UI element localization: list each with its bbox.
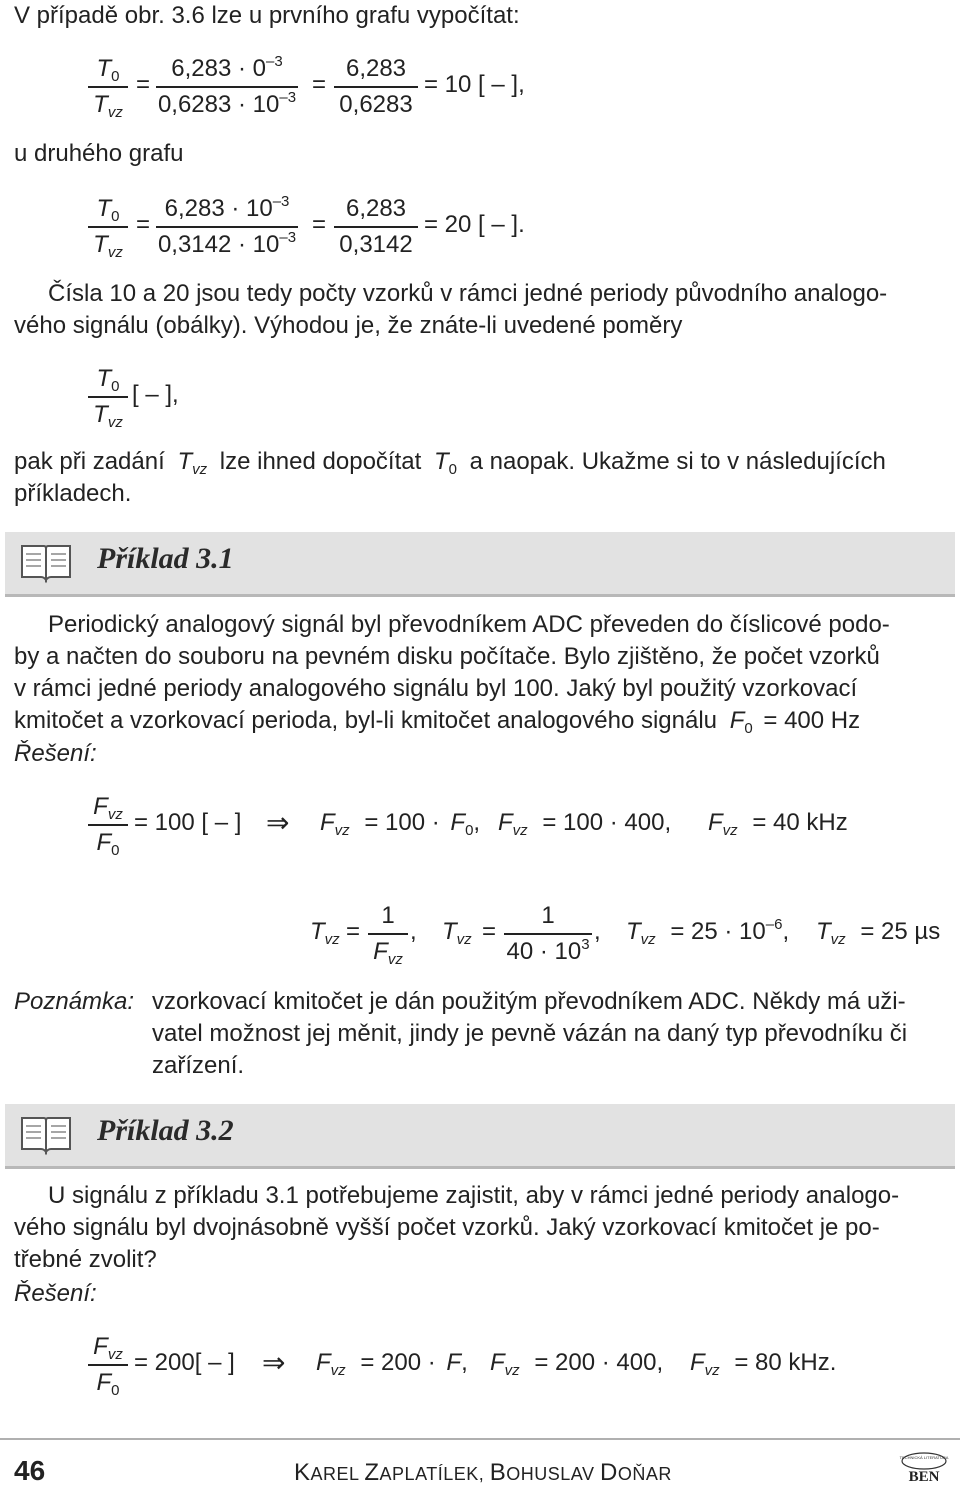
eq2-lhs-fraction: $T_0$ $T_{vz}$ — [88, 192, 128, 262]
ex1-eqE-fraction: 1 $F_{vz}$ — [368, 899, 408, 969]
ex1-eqF-fraction: 1 $40 \cdot 10^3$ — [504, 899, 592, 969]
ex2-eqA-result: = 200[ – ] — [134, 1349, 235, 1376]
svg-text:TECHNICKÁ LITERATURA: TECHNICKÁ LITERATURA — [899, 1455, 949, 1460]
eq2-result: = 20 [ – ]. — [424, 211, 525, 238]
ex2-eqC: $F_{vz} = 200 \cdot 400$, — [490, 1349, 664, 1379]
eq2-equals-1: = — [136, 211, 151, 238]
page-number: 46 — [14, 1455, 46, 1486]
ex1-eqA-result: = 100 [ – ] — [134, 809, 242, 836]
ex1-eqE-comma: , — [410, 918, 417, 945]
eq2-equals-2: = — [312, 211, 327, 238]
ex1-eqA-fraction: $F_{vz}$ $F_0$ — [88, 790, 128, 860]
para1-line-2: vého signálu (obálky). Výhodou je, že znáte-li uvedené poměry — [14, 312, 683, 339]
eq1-lhs-denominator: $T_{vz}$ — [93, 91, 123, 121]
ex2-solution-label: Řešení: — [14, 1280, 97, 1307]
eq1-equals-2: = — [312, 71, 327, 98]
ex1-eqE-lhs: $T_{vz}$ — [310, 918, 340, 948]
implies-arrow-1: ⇒ — [266, 807, 290, 838]
example-1-header — [5, 532, 955, 597]
note-label: Poznámka: — [14, 988, 135, 1015]
eq1-result: = 10 [ – ], — [424, 71, 525, 98]
ex2-eqD: $F_{vz} = 80$ kHz. — [690, 1349, 837, 1379]
eq1-f2-numerator: 6,283 — [345, 55, 407, 82]
eq1-f2-denominator: 0,6283 — [339, 91, 413, 118]
ex1-solution-label: Řešení: — [14, 740, 97, 767]
ex2-line-3: třebné zvolit? — [14, 1246, 157, 1273]
intro-line-2: u druhého grafu — [14, 140, 184, 167]
eq1-fraction-2 — [334, 52, 418, 122]
eq1-f1-denominator: $0,6283 \cdot 10^{-3}$ — [157, 89, 297, 118]
implies-arrow-2: ⇒ — [262, 1347, 286, 1378]
ratio-unit: [ – ], — [132, 381, 179, 408]
publisher-logo — [898, 1450, 950, 1484]
intro-line-1: V případě obr. 3.6 lze u prvního grafu vypočítat: — [14, 2, 520, 29]
ex1-line-3: v rámci jedné periody analogového signálu byl 100. Jaký byl použitý vzorkovací — [14, 675, 858, 702]
ex1-eqF-equals: = — [482, 918, 497, 945]
para1-line-3: pak při zadání $T_{vz}$ lze ihned dopočítat $T_0$ a naopak. Ukažme si to v následujících — [14, 448, 886, 478]
para1-line-4: příkladech. — [14, 480, 132, 507]
ex2-line-1: U signálu z příkladu 3.1 potřebujeme zajistit, aby v rámci jedné periody analogo- — [48, 1182, 900, 1209]
footer-divider — [0, 1438, 960, 1440]
ex1-eqD: $F_{vz} = 40$ kHz — [708, 809, 848, 839]
eq1-equals-1: = — [136, 71, 151, 98]
book-icon — [19, 1112, 73, 1163]
ex1-eqF-comma: , — [594, 918, 601, 945]
ex1-eqG: $T_{vz} = 25 \cdot 10^{-6}$, — [626, 916, 790, 948]
eq2-fraction-2: 6,283 0,3142 — [334, 192, 418, 262]
ratio-fraction: $T_0$ $T_{vz}$ — [88, 362, 128, 432]
eq1-f1-numerator: $6,283 \cdot 0^{-3}$ — [171, 53, 283, 82]
para1-line-1: Čísla 10 a 20 jsou tedy počty vzorků v rámci jedné periody původního analogo- — [48, 280, 888, 307]
ex1-eqH: $T_{vz} = 25$ µs — [816, 918, 941, 948]
example-2-header — [5, 1104, 955, 1169]
book-icon — [19, 540, 73, 591]
eq1-lhs-fraction — [88, 52, 128, 122]
ex1-eqE-equals: = — [346, 918, 361, 945]
example-1-title: Příklad 3.1 — [97, 542, 234, 575]
eq2-fraction-1: $6,283 \cdot 10^{-3}$ $0,3142 \cdot 10^{-3}$ — [157, 193, 297, 258]
ex2-line-2: vého signálu byl dvojnásobně vyšší počet vzorků. Jaký vzorkovací kmitočet je po- — [14, 1214, 880, 1241]
ex1-eqB: $F_{vz} = 100 \cdot F_0$, — [320, 809, 481, 839]
ex2-eqB: $F_{vz} = 200 \cdot F$, — [316, 1349, 468, 1379]
ex1-eqF-lhs: $T_{vz}$ — [442, 918, 472, 948]
eq1-lhs-numerator: $T_0$ — [96, 55, 120, 85]
note-line-3: zařízení. — [152, 1052, 245, 1079]
svg-text:BEN: BEN — [908, 1469, 940, 1484]
note-line-1: vzorkovací kmitočet je dán použitým převodníkem ADC. Někdy má uži- — [152, 988, 906, 1015]
footer-authors: KAREL ZAPLATÍLEK, BOHUSLAV DOŇAR — [294, 1459, 672, 1486]
eq1-fraction-1 — [156, 52, 298, 122]
example-2-title: Příklad 3.2 — [97, 1114, 234, 1147]
ex2-eqA-fraction: $F_{vz}$ $F_0$ — [88, 1330, 128, 1400]
ex1-line-1: Periodický analogový signál byl převodníkem ADC převeden do číslicové podo- — [48, 611, 890, 638]
ex1-eqC: $F_{vz} = 100 \cdot 400$, — [498, 809, 672, 839]
note-line-2: vatel možnost jej měnit, jindy je pevně vázán na daný typ převodníku či — [152, 1020, 908, 1047]
ex1-line-2: by a načten do souboru na pevném disku počítače. Bylo zjištěno, že počet vzorků — [14, 643, 880, 670]
ex1-line-4: kmitočet a vzorkovací perioda, byl-li kmitočet analogového signálu $F_0 = 400$ Hz — [14, 707, 861, 737]
